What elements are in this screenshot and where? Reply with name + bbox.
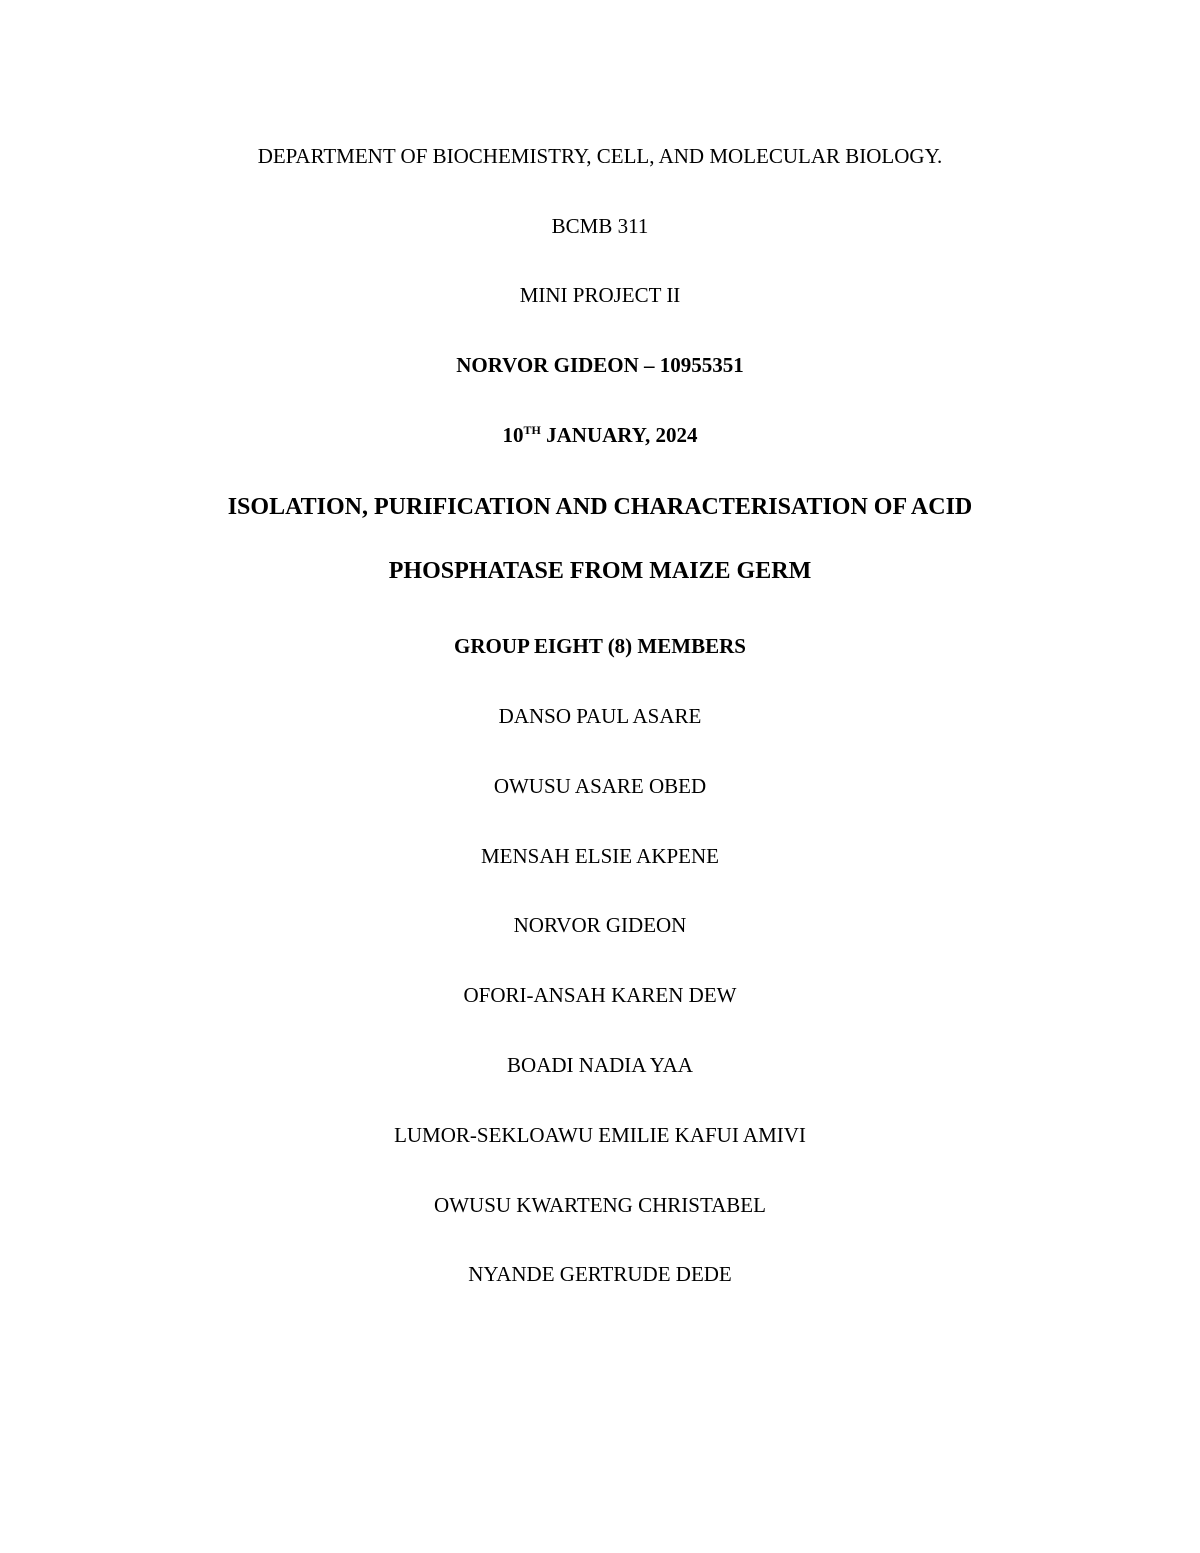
member-name: OWUSU ASARE OBED (493, 774, 707, 798)
date-rest: JANUARY, 2024 (540, 423, 698, 447)
date-line (0, 422, 1200, 448)
report-title-line-2: PHOSPHATASE FROM MAIZE GERM (388, 558, 812, 584)
member-name: NYANDE GERTRUDE DEDE (468, 1262, 732, 1286)
member-name: DANSO PAUL ASARE (498, 704, 702, 728)
member-name: BOADI NADIA YAA (507, 1053, 693, 1077)
author-line: NORVOR GIDEON – 10955351 (456, 353, 744, 377)
department-name: DEPARTMENT OF BIOCHEMISTRY, CELL, AND MOLECULAR BIOLOGY. (257, 144, 943, 168)
date-suffix: TH (523, 423, 541, 437)
member-name: OFORI-ANSAH KAREN DEW (463, 983, 737, 1007)
project-name: MINI PROJECT II (519, 283, 681, 307)
member-name: MENSAH ELSIE AKPENE (480, 844, 719, 868)
group-heading: GROUP EIGHT (8) MEMBERS (454, 634, 746, 658)
date-day: 10 (502, 423, 524, 447)
member-name: NORVOR GIDEON (513, 913, 687, 937)
course-code: BCMB 311 (551, 214, 649, 238)
member-name: OWUSU KWARTENG CHRISTABEL (434, 1193, 766, 1217)
report-title-line-1: ISOLATION, PURIFICATION AND CHARACTERISATION OF ACID (227, 494, 973, 520)
member-name: LUMOR-SEKLOAWU EMILIE KAFUI AMIVI (394, 1123, 806, 1147)
